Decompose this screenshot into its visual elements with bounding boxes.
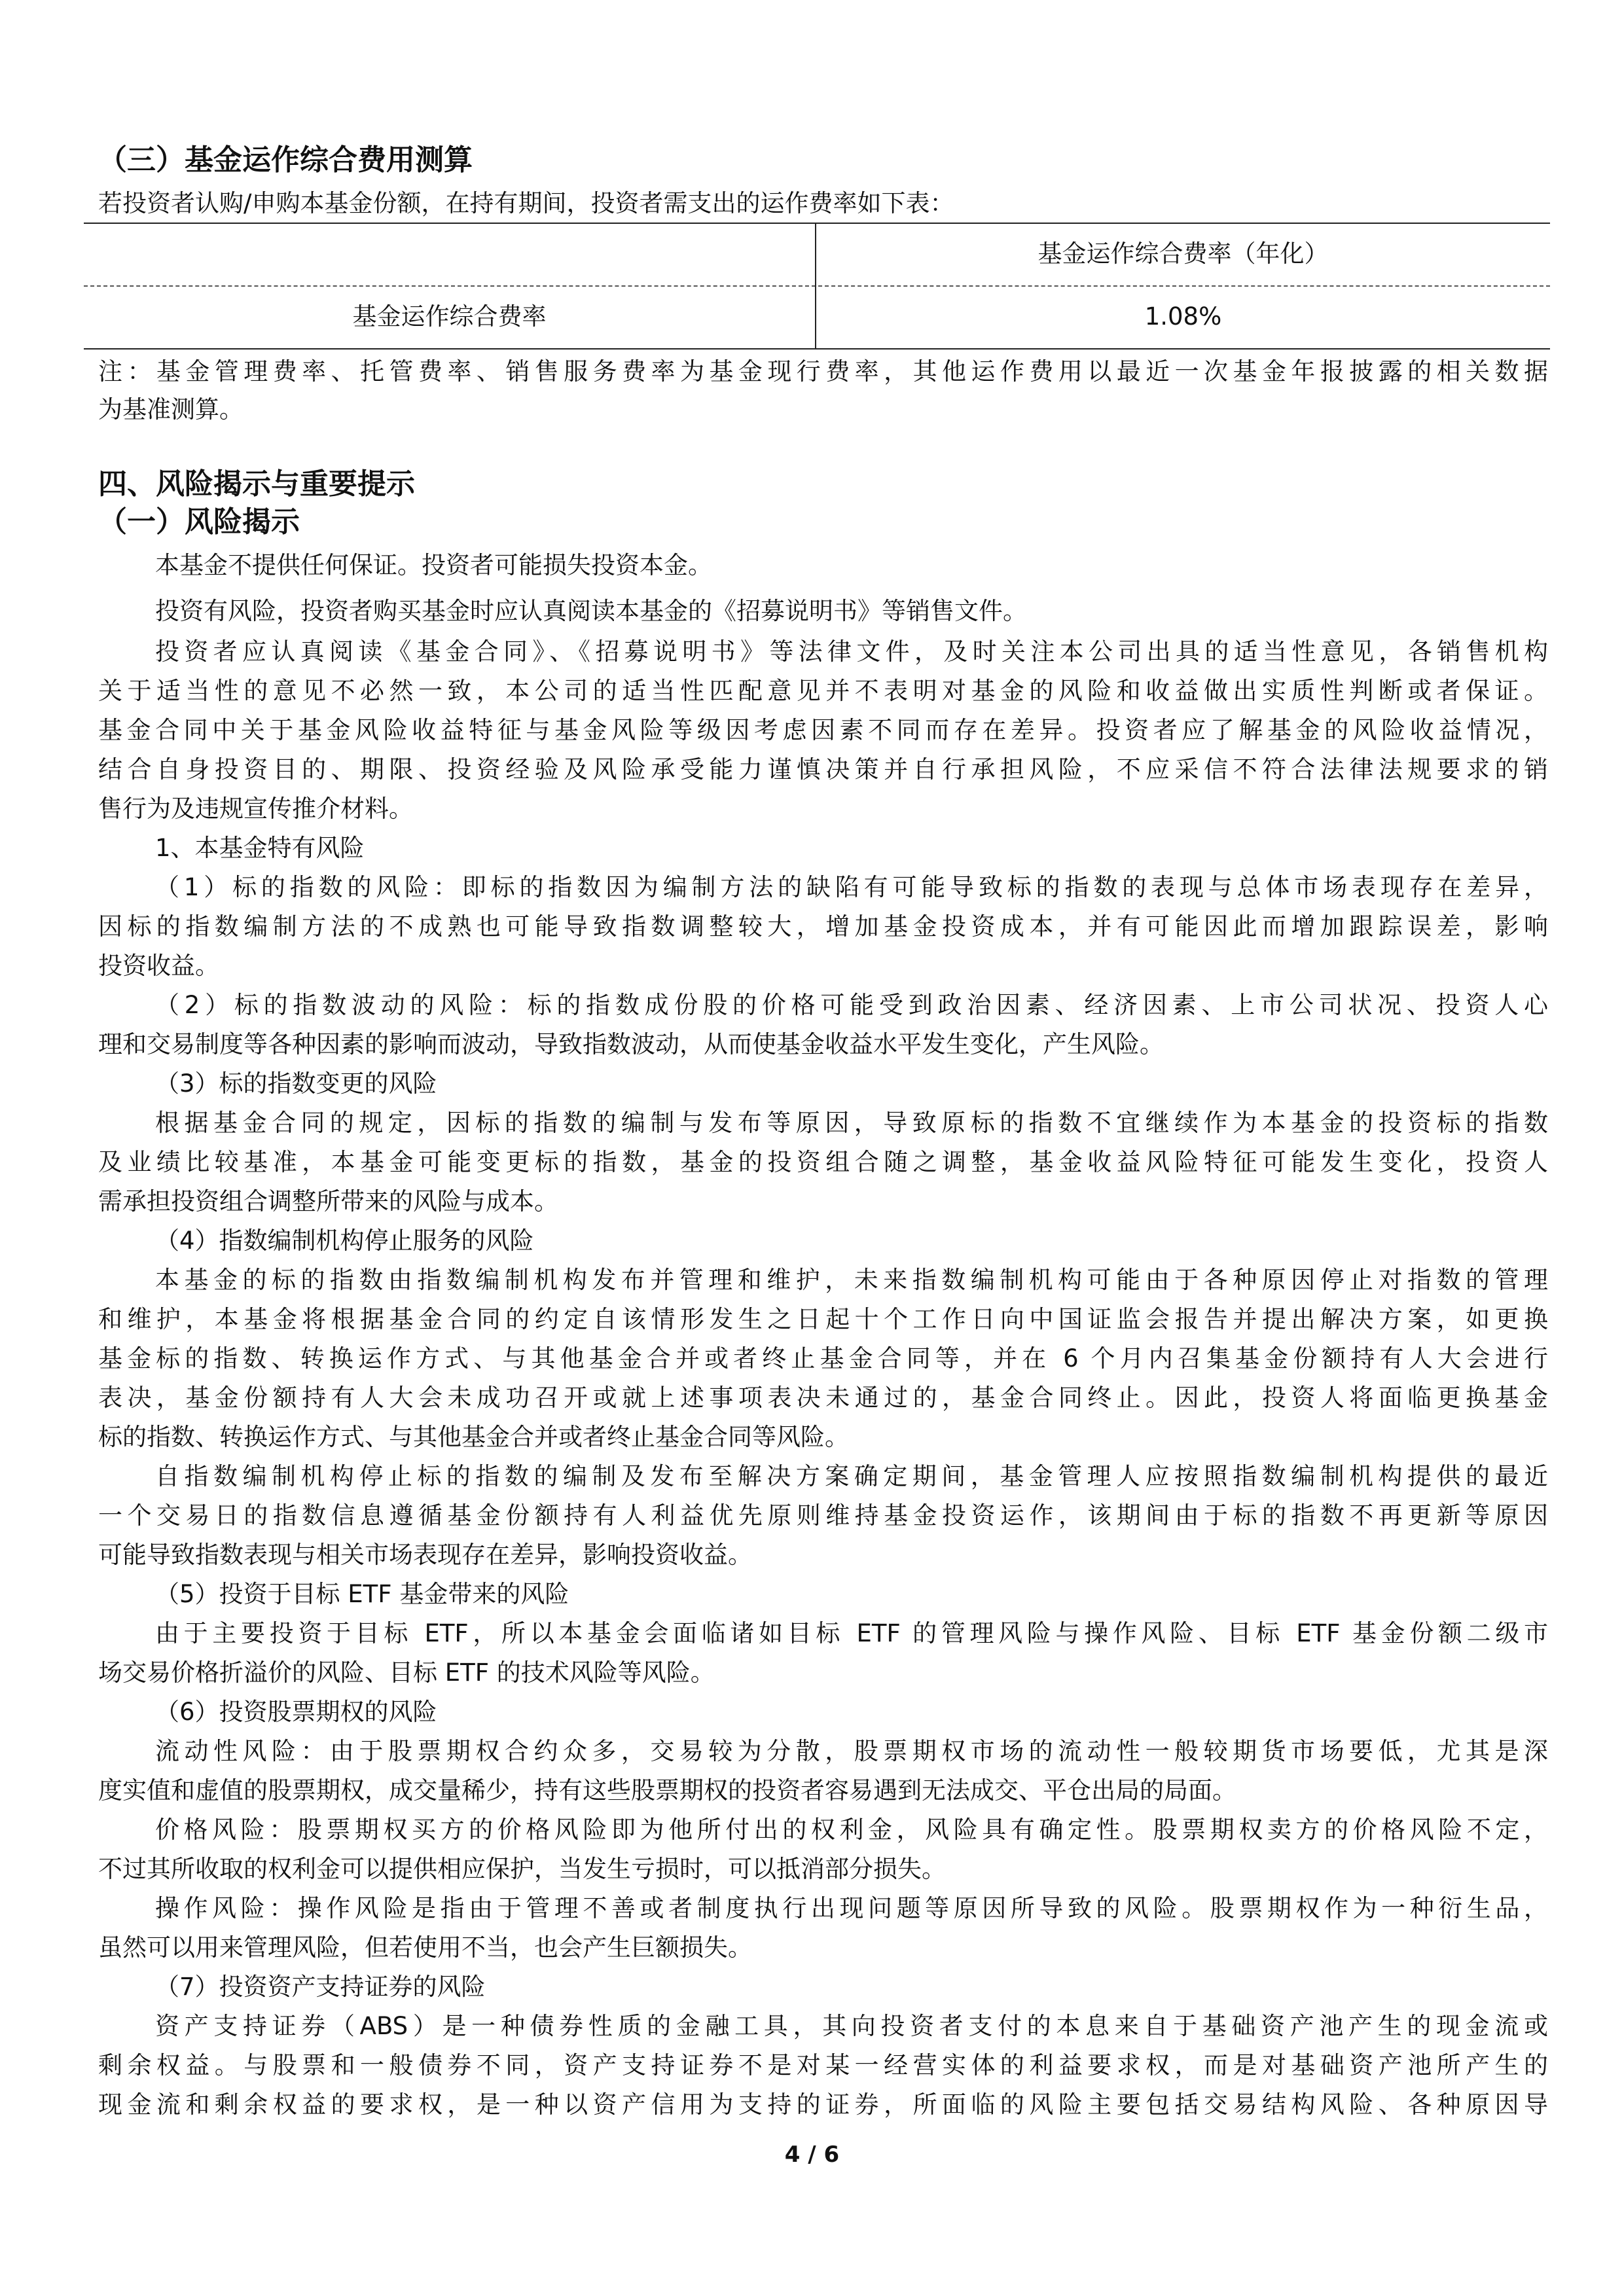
table-row-label: 基金运作综合费率 bbox=[352, 302, 547, 331]
paragraph-line: 不过其所收取的权利金可以提供相应保护，当发生亏损时，可以抵消部分损失。 bbox=[98, 1855, 946, 1883]
paragraph-line: 需承担投资组合调整所带来的风险与成本。 bbox=[98, 1187, 558, 1215]
paragraph-line: 基金标的指数、转换运作方式、与其他基金合并或者终止基金合同等，并在 6 个月内召集基金份额持有人大会进行 bbox=[98, 1344, 1548, 1372]
paragraph-line: 资产支持证券（ABS）是一种债券性质的金融工具，其向投资者支付的本息来自于基础资产池产生的现金流或 bbox=[155, 2012, 1548, 2040]
paragraph-line: 因标的指数编制方法的不成熟也可能导致指数调整较大，增加基金投资成本，并有可能因此而增加跟踪误差，影响 bbox=[98, 912, 1548, 941]
paragraph-line: 关于适当性的意见不必然一致，本公司的适当性匹配意见并不表明对基金的风险和收益做出实质性判断或者保证。 bbox=[98, 677, 1548, 705]
paragraph-line: 理和交易制度等各种因素的影响而波动，导致指数波动，从而使基金收益水平发生变化，产生风险。 bbox=[98, 1030, 1164, 1058]
paragraph-line: （5）投资于目标 ETF 基金带来的风险 bbox=[155, 1580, 569, 1608]
table-top-border bbox=[84, 223, 1550, 224]
table-bottom-border bbox=[84, 348, 1550, 350]
paragraph-line: （1）标的指数的风险：即标的指数因为编制方法的缺陷有可能导致标的指数的表现与总体市场表现存在差异， bbox=[155, 873, 1548, 901]
paragraph-line: 由于主要投资于目标 ETF，所以本基金会面临诸如目标 ETF 的管理风险与操作风险、目标 ETF 基金份额二级市 bbox=[155, 1619, 1548, 1647]
paragraph-line: 基金合同中关于基金风险收益特征与基金风险等级因考虑因素不同而存在差异。投资者应了解基金的风险收益情况， bbox=[98, 716, 1548, 744]
page-number: 4 / 6 bbox=[784, 2142, 840, 2168]
paragraph-line: 一个交易日的指数信息遵循基金份额持有人利益优先原则维持基金投资运作，该期间由于标的指数不再更新等原因 bbox=[98, 1501, 1548, 1530]
paragraph-line: 标的指数、转换运作方式、与其他基金合并或者终止基金合同等风险。 bbox=[98, 1423, 849, 1451]
paragraph-line: 结合自身投资目的、期限、投资经验及风险承受能力谨慎决策并自行承担风险，不应采信不符合法律法规要求的销 bbox=[98, 755, 1548, 783]
paragraph-line: 流动性风险：由于股票期权合约众多，交易较为分散，股票期权市场的流动性一般较期货市场要低，尤其是深 bbox=[155, 1737, 1548, 1765]
paragraph-line: 可能导致指数表现与相关市场表现存在差异，影响投资收益。 bbox=[98, 1541, 752, 1569]
paragraph-line: 本基金的标的指数由指数编制机构发布并管理和维护，未来指数编制机构可能由于各种原因停止对指数的管理 bbox=[155, 1266, 1548, 1294]
table-row-divider bbox=[84, 285, 1550, 287]
paragraph-line: 自指数编制机构停止标的指数的编制及发布至解决方案确定期间，基金管理人应按照指数编制机构提供的最近 bbox=[155, 1462, 1548, 1490]
paragraph-line: 投资者应认真阅读《基金合同》、《招募说明书》等法律文件，及时关注本公司出具的适当性意见，各销售机构 bbox=[155, 637, 1548, 666]
paragraph-line: 现金流和剩余权益的要求权，是一种以资产信用为支持的证券，所面临的风险主要包括交易结构风险、各种原因导 bbox=[98, 2090, 1548, 2119]
paragraph-line: 本基金不提供任何保证。投资者可能损失投资本金。 bbox=[155, 551, 712, 579]
paragraph-line: （7）投资资产支持证券的风险 bbox=[155, 1973, 486, 2001]
section-heading-risk-disclosure: 四、风险揭示与重要提示 bbox=[98, 467, 415, 501]
paragraph-line: 剩余权益。与股票和一般债券不同，资产支持证券不是对某一经营实体的利益要求权，而是对基础资产池所产生的 bbox=[98, 2051, 1548, 2079]
paragraph-line: 投资有风险，投资者购买基金时应认真阅读本基金的《招募说明书》等销售文件。 bbox=[155, 597, 1027, 625]
paragraph-line: 1、本基金特有风险 bbox=[155, 834, 365, 862]
fee-intro-text: 若投资者认购/申购本基金份额，在持有期间，投资者需支出的运作费率如下表： bbox=[98, 189, 954, 217]
paragraph-line: 投资收益。 bbox=[98, 952, 219, 980]
section-heading-fee-estimate: （三）基金运作综合费用测算 bbox=[98, 143, 473, 177]
table-row-value: 1.08% bbox=[1144, 302, 1222, 331]
subsection-heading-risk: （一）风险揭示 bbox=[98, 505, 300, 539]
paragraph-line: 表决，基金份额持有人大会未成功召开或就上述事项表决未通过的，基金合同终止。因此，投资人将面临更换基金 bbox=[98, 1384, 1548, 1412]
table-header-annual-rate: 基金运作综合费率（年化） bbox=[1038, 240, 1329, 268]
paragraph-line: 价格风险：股票期权买方的价格风险即为他所付出的权利金，风险具有确定性。股票期权卖方的价格风险不定， bbox=[155, 1816, 1548, 1844]
note-line: 为基准测算。 bbox=[98, 395, 244, 423]
paragraph-line: （4）指数编制机构停止服务的风险 bbox=[155, 1227, 534, 1255]
paragraph-line: 操作风险：操作风险是指由于管理不善或者制度执行出现问题等原因所导致的风险。股票期权作为一种衍生品， bbox=[155, 1894, 1548, 1922]
paragraph-line: （3）标的指数变更的风险 bbox=[155, 1069, 437, 1098]
paragraph-line: 根据基金合同的规定，因标的指数的编制与发布等原因，导致原标的指数不宜继续作为本基金的投资标的指数 bbox=[155, 1109, 1548, 1137]
paragraph-line: 度实值和虚值的股票期权，成交量稀少，持有这些股票期权的投资者容易遇到无法成交、平仓出局的局面。 bbox=[98, 1776, 1236, 1804]
paragraph-line: （6）投资股票期权的风险 bbox=[155, 1698, 437, 1726]
paragraph-line: 和维护，本基金将根据基金合同的约定自该情形发生之日起十个工作日向中国证监会报告并提出解决方案，如更换 bbox=[98, 1305, 1548, 1333]
note-line: 注：基金管理费率、托管费率、销售服务费率为基金现行费率，其他运作费用以最近一次基金年报披露的相关数据 bbox=[98, 357, 1548, 386]
paragraph-line: 虽然可以用来管理风险，但若使用不当，也会产生巨额损失。 bbox=[98, 1933, 752, 1962]
paragraph-line: 售行为及违规宣传推介材料。 bbox=[98, 795, 413, 823]
paragraph-line: 及业绩比较基准，本基金可能变更标的指数，基金的投资组合随之调整，基金收益风险特征可能发生变化，投资人 bbox=[98, 1148, 1548, 1176]
paragraph-line: （2）标的指数波动的风险：标的指数成份股的价格可能受到政治因素、经济因素、上市公司状况、投资人心 bbox=[155, 991, 1548, 1019]
paragraph-line: 场交易价格折溢价的风险、目标 ETF 的技术风险等风险。 bbox=[98, 1659, 715, 1687]
